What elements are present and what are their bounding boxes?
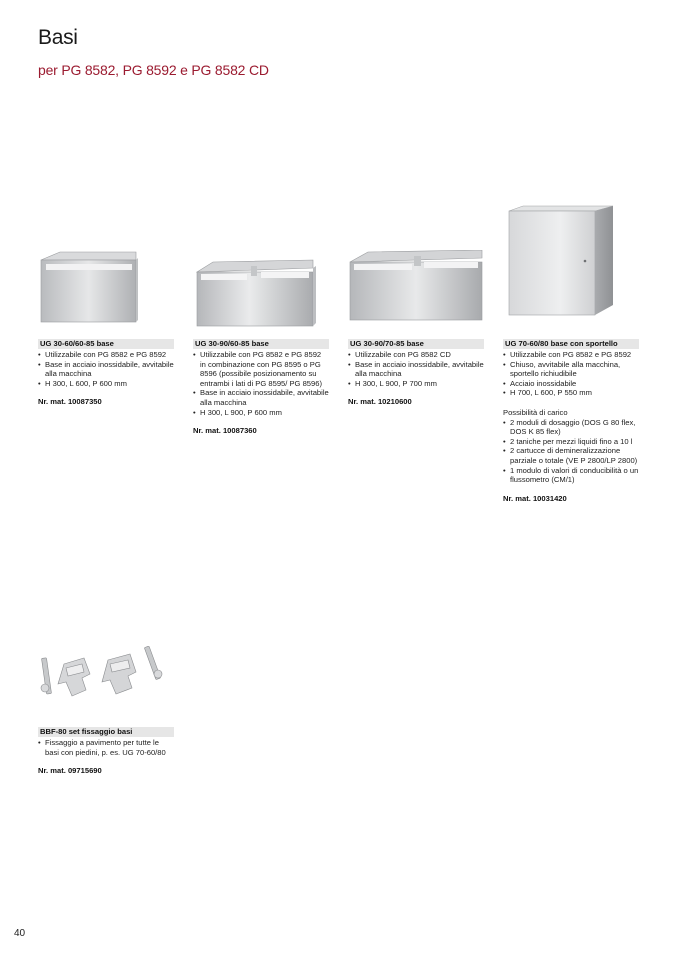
material-number: Nr. mat. 09715690 — [38, 766, 102, 776]
product-image-cabinet-with-door — [503, 205, 639, 334]
loading-capacity-item: • 2 taniche per mezzi liquidi fino a 10 l — [503, 437, 639, 447]
product-ug-30-90-70-85 — [348, 250, 484, 406]
feature-item: • Base in acciaio inossidabile, avvitabile alla macchina — [193, 388, 329, 407]
feature-item: • Base in acciaio inossidabile, avvitabile alla macchina — [38, 360, 174, 379]
product-title: UG 30-90/60-85 base — [193, 339, 329, 349]
loading-capacity-item: • 2 moduli di dosaggio (DOS G 80 flex, DOS K 85 flex) — [503, 418, 639, 437]
page-subtitle: per PG 8582, PG 8592 e PG 8582 CD — [38, 62, 269, 78]
feature-item: • H 300, L 900, P 600 mm — [193, 408, 329, 418]
feature-item: • H 300, L 600, P 600 mm — [38, 379, 174, 389]
loading-capacity-list — [503, 418, 639, 485]
feature-item: • Utilizzabile con PG 8582 e PG 8592 in combinazione con PG 8595 o PG 8596 (possibile posizionamento su entrambi i lati di PG 8595/ PG 8596) — [193, 350, 329, 388]
loading-capacity-item: • 1 modulo di valori di conducibilità o un flussometro (CM/1) — [503, 466, 639, 485]
product-title: UG 30-90/70-85 base — [348, 339, 484, 349]
feature-item: • Utilizzabile con PG 8582 CD — [348, 350, 484, 360]
material-number: Nr. mat. 10087350 — [38, 397, 102, 407]
feature-item: • Chiuso, avvitabile alla macchina, sportello richiudibile — [503, 360, 639, 379]
product-title: BBF-80 set fissaggio basi — [38, 727, 174, 737]
product-title: UG 30-60/60-85 base — [38, 339, 174, 349]
product-image-base-900-cd — [348, 250, 484, 334]
material-number: Nr. mat. 10087360 — [193, 426, 257, 436]
product-ug-30-90-60-85 — [193, 250, 329, 435]
product-bbf-80 — [38, 638, 174, 775]
feature-item: • Utilizzabile con PG 8582 e PG 8592 — [38, 350, 174, 360]
product-image-fixing-set — [38, 638, 174, 722]
loading-capacity-heading: Possibilità di carico — [503, 407, 568, 417]
product-title: UG 70-60/80 base con sportello — [503, 339, 639, 349]
product-image-base-900 — [193, 250, 329, 334]
feature-item: • H 300, L 900, P 700 mm — [348, 379, 484, 389]
product-ug-70-60-80 — [503, 205, 639, 503]
loading-capacity-item: • 2 cartucce di demineralizzazione parziale o totale (VE P 2800/LP 2800) — [503, 446, 639, 465]
feature-list — [348, 350, 484, 388]
product-ug-30-60-60-85 — [38, 250, 174, 406]
feature-list — [193, 350, 329, 417]
feature-list — [38, 738, 174, 757]
feature-item: • Base in acciaio inossidabile, avvitabile alla macchina — [348, 360, 484, 379]
feature-item: • H 700, L 600, P 550 mm — [503, 388, 639, 398]
page-number: 40 — [14, 928, 26, 939]
feature-list — [38, 350, 174, 388]
material-number: Nr. mat. 10210600 — [348, 397, 412, 407]
page-title: Basi — [38, 26, 78, 49]
feature-item: • Utilizzabile con PG 8582 e PG 8592 — [503, 350, 639, 360]
feature-item: • Acciaio inossidabile — [503, 379, 639, 389]
feature-item: • Fissaggio a pavimento per tutte le basi con piedini, p. es. UG 70-60/80 — [38, 738, 174, 757]
material-number: Nr. mat. 10031420 — [503, 493, 567, 503]
product-image-base-600 — [38, 250, 174, 334]
feature-list — [503, 350, 639, 398]
